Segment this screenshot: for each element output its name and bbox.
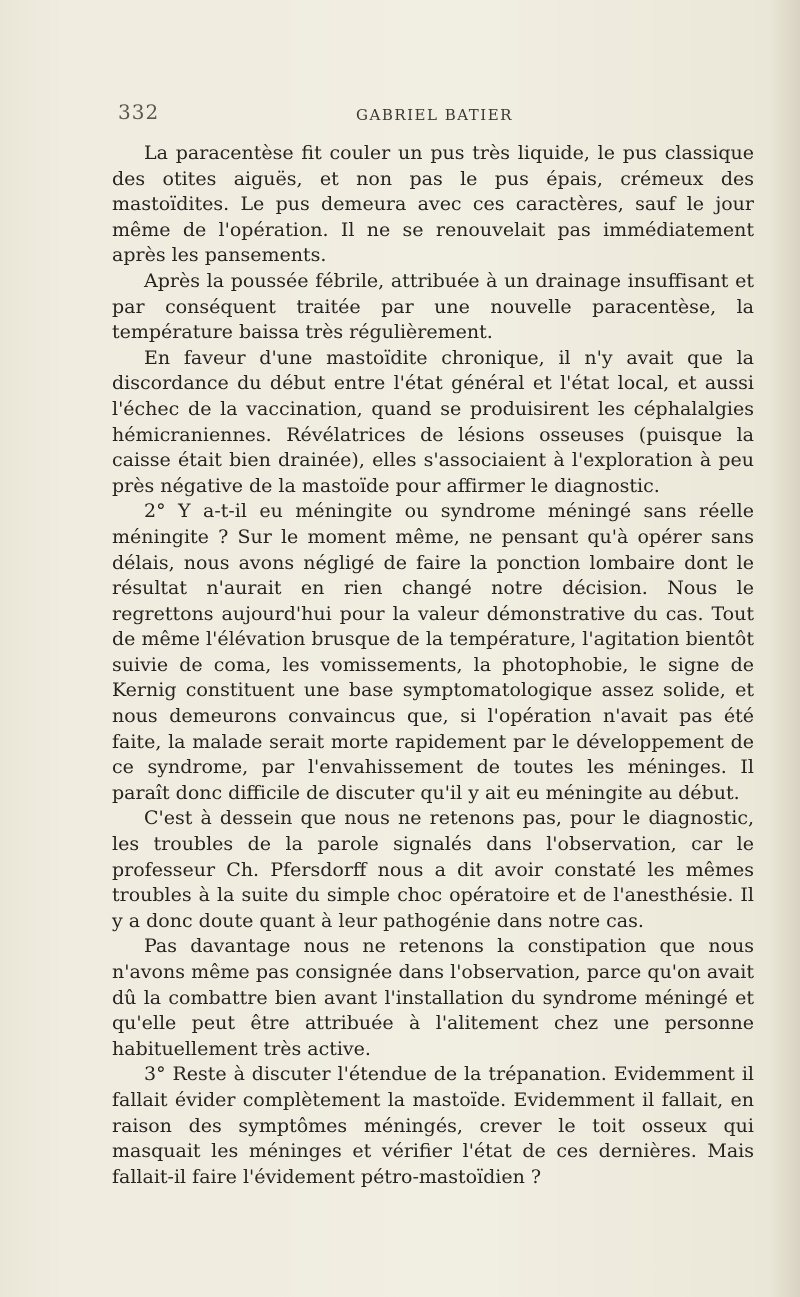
running-head: GABRIEL BATIER — [356, 106, 513, 124]
paragraph-meningite: 2° Y a-t-il eu méningite ou syndrome méningé sans réelle méningite ? Sur le moment même, ne pensant qu'à opérer sans délais, nous avons négligé de faire la ponction lombaire dont le résultat n'aurait en rien changé notre décision. Nous le regrettons aujourd'hui pour la valeur démonstrative du cas. Tout de même l'élévation brusque de la température, l'agitation bientôt suivie de coma, les vomissements, la photophobie, le signe de Kernig constituent une base symptomatologique assez solide, et nous demeurons convaincus que, si l'opération n'avait pas été faite, la malade serait morte rapidement par le développement de ce syndrome, par l'envahissement de toutes les méninges. Il paraît donc difficile de discuter qu'il y ait eu méningite au début. — [112, 500, 754, 804]
paragraph-trepanation: 3° Reste à discuter l'étendue de la trépanation. Evidemment il fallait évider complètement la mastoïde. Evidemment il fallait, en raison des symptômes méningés, crever le toit osseux qui masquait les méninges et vérifier l'état de ces dernières. Mais fallait-il faire l'évidement pétro-mastoïdien ? — [112, 1063, 754, 1188]
paragraph-paracentese: La paracentèse fit couler un pus très liquide, le pus classique des otites aiguës, et non pas le pus épais, crémeux des mastoïdites. Le pus demeura avec ces caractères, sauf le jour même de l'opération. Il ne se renouvelait pas immédiatement après les pansements. — [112, 142, 754, 267]
page-number: 332 — [118, 100, 160, 124]
paragraph-poussee-febrile: Après la poussée fébrile, attribuée à un drainage insuffisant et par conséquent traitée par une nouvelle paracentèse, la température baissa très régulièrement. — [112, 269, 754, 344]
paragraph-troubles-parole: C'est à dessein que nous ne retenons pas, pour le diagnostic, les troubles de la parole signalés dans l'observation, car le professeur Ch. Pfersdorff nous a dit avoir constaté les mêmes troubles à la suite du simple choc opératoire et de l'anesthésie. Il y a donc doute quant à leur pathogénie dans notre cas. — [112, 807, 754, 932]
page-header — [112, 100, 752, 130]
body-text — [112, 141, 754, 1190]
paragraph-constipation: Pas davantage nous ne retenons la constipation que nous n'avons même pas consignée dans l'observation, parce qu'on avait dû la combattre bien avant l'installation du syndrome méningé et qu'elle peut être attribuée à l'alitement chez une personne habituellement très active. — [112, 935, 754, 1060]
paragraph-mastoidite-chronique: En faveur d'une mastoïdite chronique, il n'y avait que la discordance du début entre l'état général et l'état local, et aussi l'échec de la vaccination, quand se produisirent les céphalalgies hémicraniennes. Révélatrices de lésions osseuses (puisque la caisse était bien drainée), elles s'associaient à l'exploration à peu près négative de la mastoïde pour affirmer le diagnostic. — [112, 346, 754, 497]
